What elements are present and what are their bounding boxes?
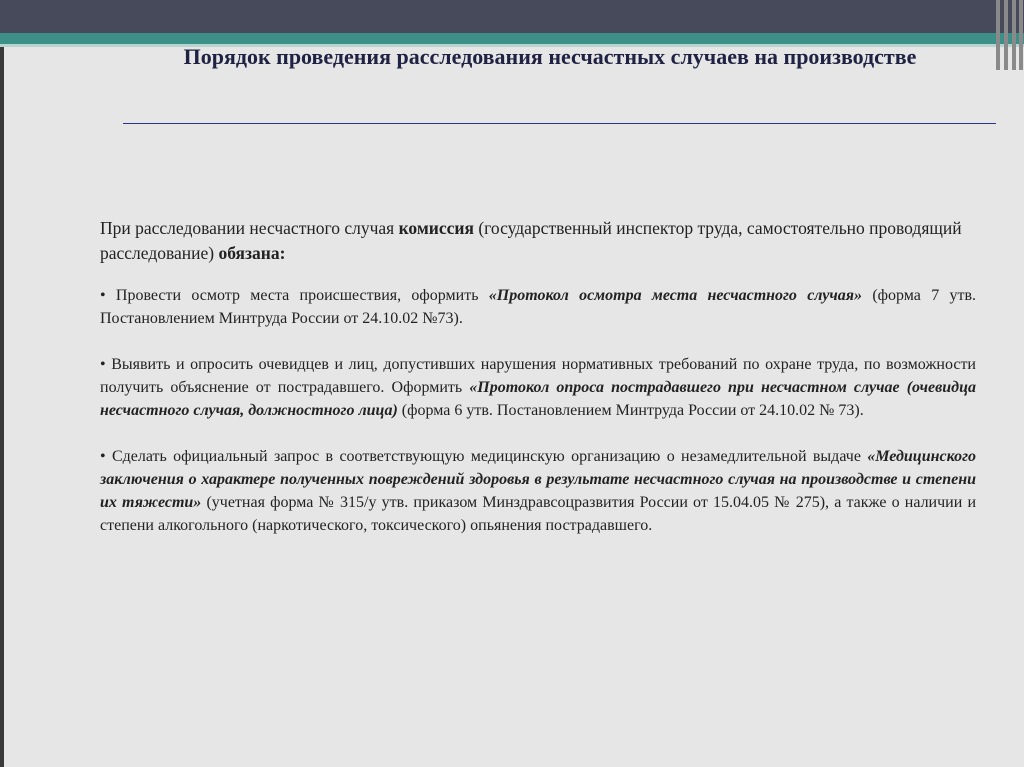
bullet-document-name: «Протокол опроса пострадавшего при несчастном случае (очевидца несчастного случая, должностного лица) (100, 379, 976, 419)
header-dark-bar (0, 0, 1024, 33)
slide-body (100, 216, 976, 560)
intro-text-1: При расследовании несчастного случая (100, 218, 399, 238)
intro-commission: комиссия (398, 218, 474, 238)
slide-left-border (0, 0, 4, 767)
bullet-text: Сделать официальный запрос в соответствующую медицинскую организацию о незамедлительной выдаче (105, 448, 868, 465)
bullet-marker: • (100, 448, 106, 465)
title-underline (123, 123, 996, 124)
bullet-item-1 (100, 284, 976, 330)
intro-paragraph (100, 216, 976, 266)
bullet-text-tail: (учетная форма № 315/у утв. приказом Минздравсоцразвития России от 15.04.05 № 275), а также о наличии и степени алкогольного (наркотического, токсического) опьянения пострадавшего. (100, 494, 977, 534)
bullet-text: Провести осмотр места происшествия, оформить (105, 287, 489, 304)
bullet-item-3 (100, 445, 976, 537)
intro-text-2: (государственный инспектор труда, самостоятельно проводящий расследование) (100, 218, 962, 263)
intro-obliged: обязана: (218, 243, 286, 263)
bullet-item-2 (100, 353, 976, 422)
bullet-text: Выявить и опросить очевидцев и лиц, допустивших нарушения нормативных требований по охране труда, по возможности получить объяснение от пострадавшего. Оформить (100, 356, 976, 396)
bullet-marker: • (100, 287, 106, 304)
bullet-text-tail: (форма 6 утв. Постановлением Минтруда России от 24.10.02 № 73). (397, 402, 864, 419)
slide-title: Порядок проведения расследования несчастных случаев на производстве (183, 44, 917, 69)
bullet-marker: • (100, 356, 106, 373)
decorative-stripes (994, 0, 1024, 70)
bullet-document-name: «Протокол осмотра места несчастного случая» (488, 287, 863, 304)
bullet-text-tail: (форма 7 утв. Постановлением Минтруда России от 24.10.02 №73). (100, 287, 977, 327)
bullet-document-name: «Медицинского заключения о характере полученных повреждений здоровья в результате несчастного случая на производстве и степени их тяжести» (100, 448, 976, 511)
